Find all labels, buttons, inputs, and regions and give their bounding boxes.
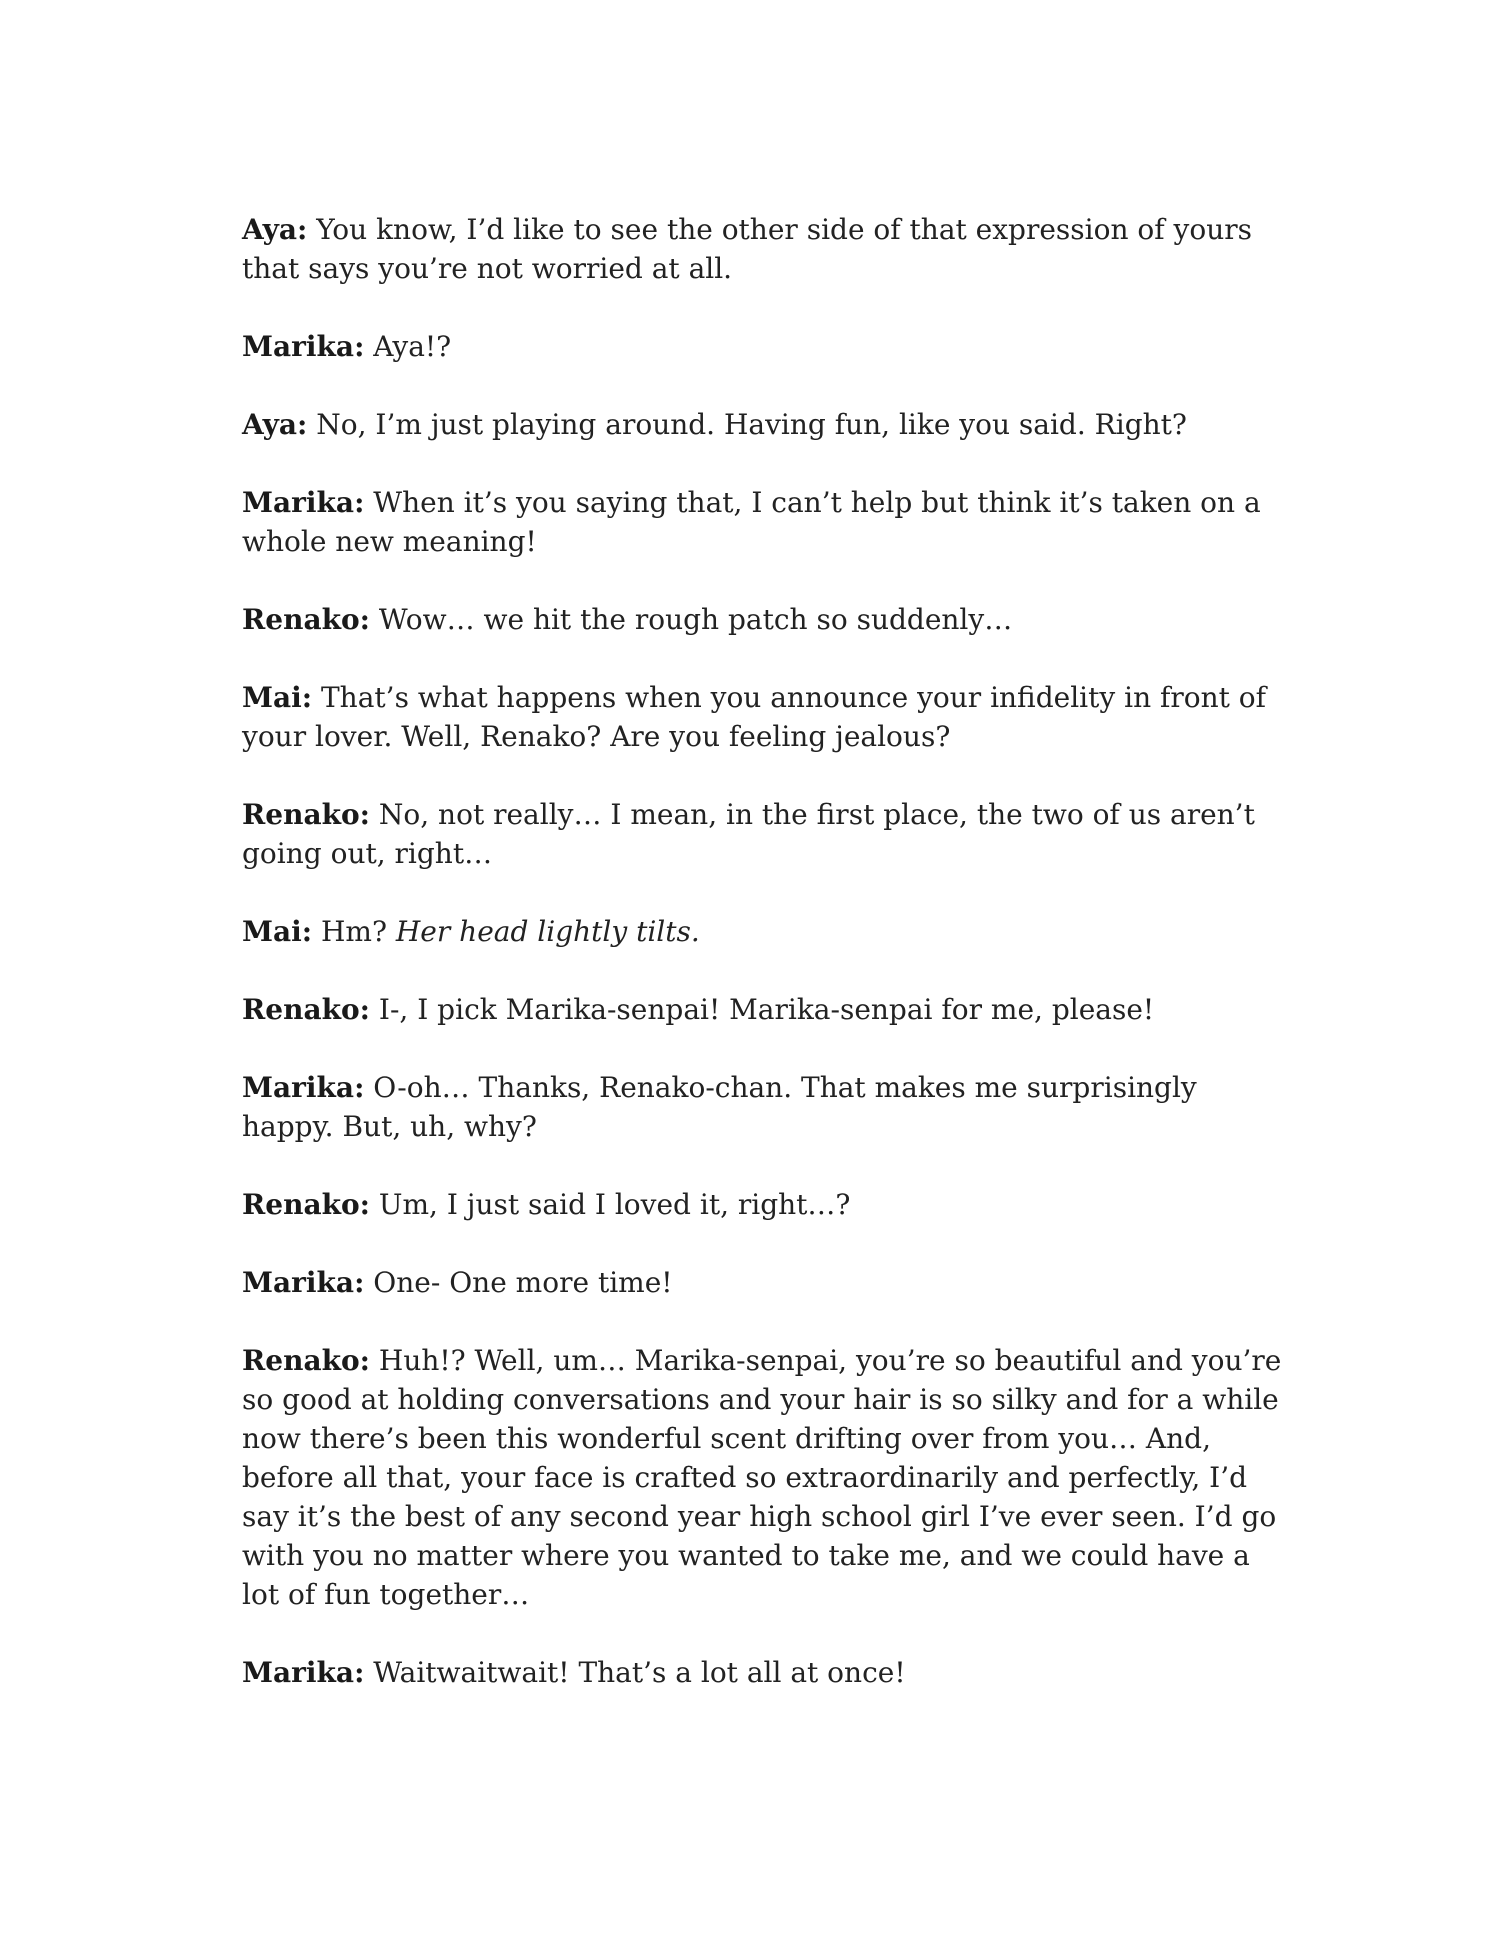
dialogue-line — [242, 1263, 1282, 1302]
dialogue-script — [242, 210, 1282, 1731]
speaker-name: Aya: — [242, 213, 308, 246]
speaker-name: Marika: — [242, 330, 365, 363]
speech-text: That’s what happens when you announce your infidelity in front of your lover. Well, Renako? Are you feeling jealous? — [242, 681, 1267, 753]
dialogue-line — [242, 795, 1282, 873]
speech-text: When it’s you saying that, I can’t help but think it’s taken on a whole new meaning! — [242, 486, 1261, 558]
speech-text: Hm? — [312, 915, 396, 948]
speaker-name: Renako: — [242, 798, 370, 831]
speech-text: I-, I pick Marika-senpai! Marika-senpai for me, please! — [370, 993, 1155, 1026]
speaker-name: Mai: — [242, 915, 313, 948]
speaker-name: Marika: — [242, 1071, 365, 1104]
dialogue-line — [242, 1341, 1282, 1614]
dialogue-line — [242, 1068, 1282, 1146]
speaker-name: Renako: — [242, 993, 370, 1026]
speaker-name: Renako: — [242, 1344, 370, 1377]
dialogue-line — [242, 483, 1282, 561]
dialogue-line — [242, 327, 1282, 366]
dialogue-line — [242, 405, 1282, 444]
speech-text: Waitwaitwait! That’s a lot all at once! — [364, 1656, 906, 1689]
dialogue-line — [242, 600, 1282, 639]
speaker-name: Renako: — [242, 603, 370, 636]
speech-text: Aya!? — [364, 330, 452, 363]
speaker-name: Marika: — [242, 1266, 365, 1299]
speaker-name: Marika: — [242, 486, 365, 519]
dialogue-line — [242, 1653, 1282, 1692]
dialogue-line — [242, 1185, 1282, 1224]
speech-text: No, not really… I mean, in the first place, the two of us aren’t going out, right… — [242, 798, 1255, 870]
speech-text: Wow… we hit the rough patch so suddenly… — [370, 603, 1013, 636]
speech-text: You know, I’d like to see the other side of that expression of yours that says you’re not worried at all. — [242, 213, 1252, 285]
stage-direction: Her head lightly tilts. — [395, 915, 700, 948]
speaker-name: Aya: — [242, 408, 308, 441]
dialogue-line — [242, 990, 1282, 1029]
dialogue-line — [242, 912, 1282, 951]
speech-text: Huh!? Well, um… Marika-senpai, you’re so beautiful and you’re so good at holding conversations and your hair is so silky and for a while now there’s been this wonderful scent drifting over from you… And, before all that, your face is crafted so extraordinarily and perfectly, I’d say it’s the best of any second year high school girl I’ve ever seen. I’d go with you no matter where you wanted to take me, and we could have a lot of fun together… — [242, 1344, 1282, 1611]
dialogue-line — [242, 678, 1282, 756]
speech-text: One- One more time! — [364, 1266, 673, 1299]
speech-text: No, I’m just playing around. Having fun, like you said. Right? — [307, 408, 1187, 441]
speech-text: Um, I just said I loved it, right…? — [370, 1188, 851, 1221]
speaker-name: Marika: — [242, 1656, 365, 1689]
dialogue-line — [242, 210, 1282, 288]
speaker-name: Renako: — [242, 1188, 370, 1221]
speaker-name: Mai: — [242, 681, 313, 714]
speech-text: O-oh… Thanks, Renako-chan. That makes me surprisingly happy. But, uh, why? — [242, 1071, 1197, 1143]
